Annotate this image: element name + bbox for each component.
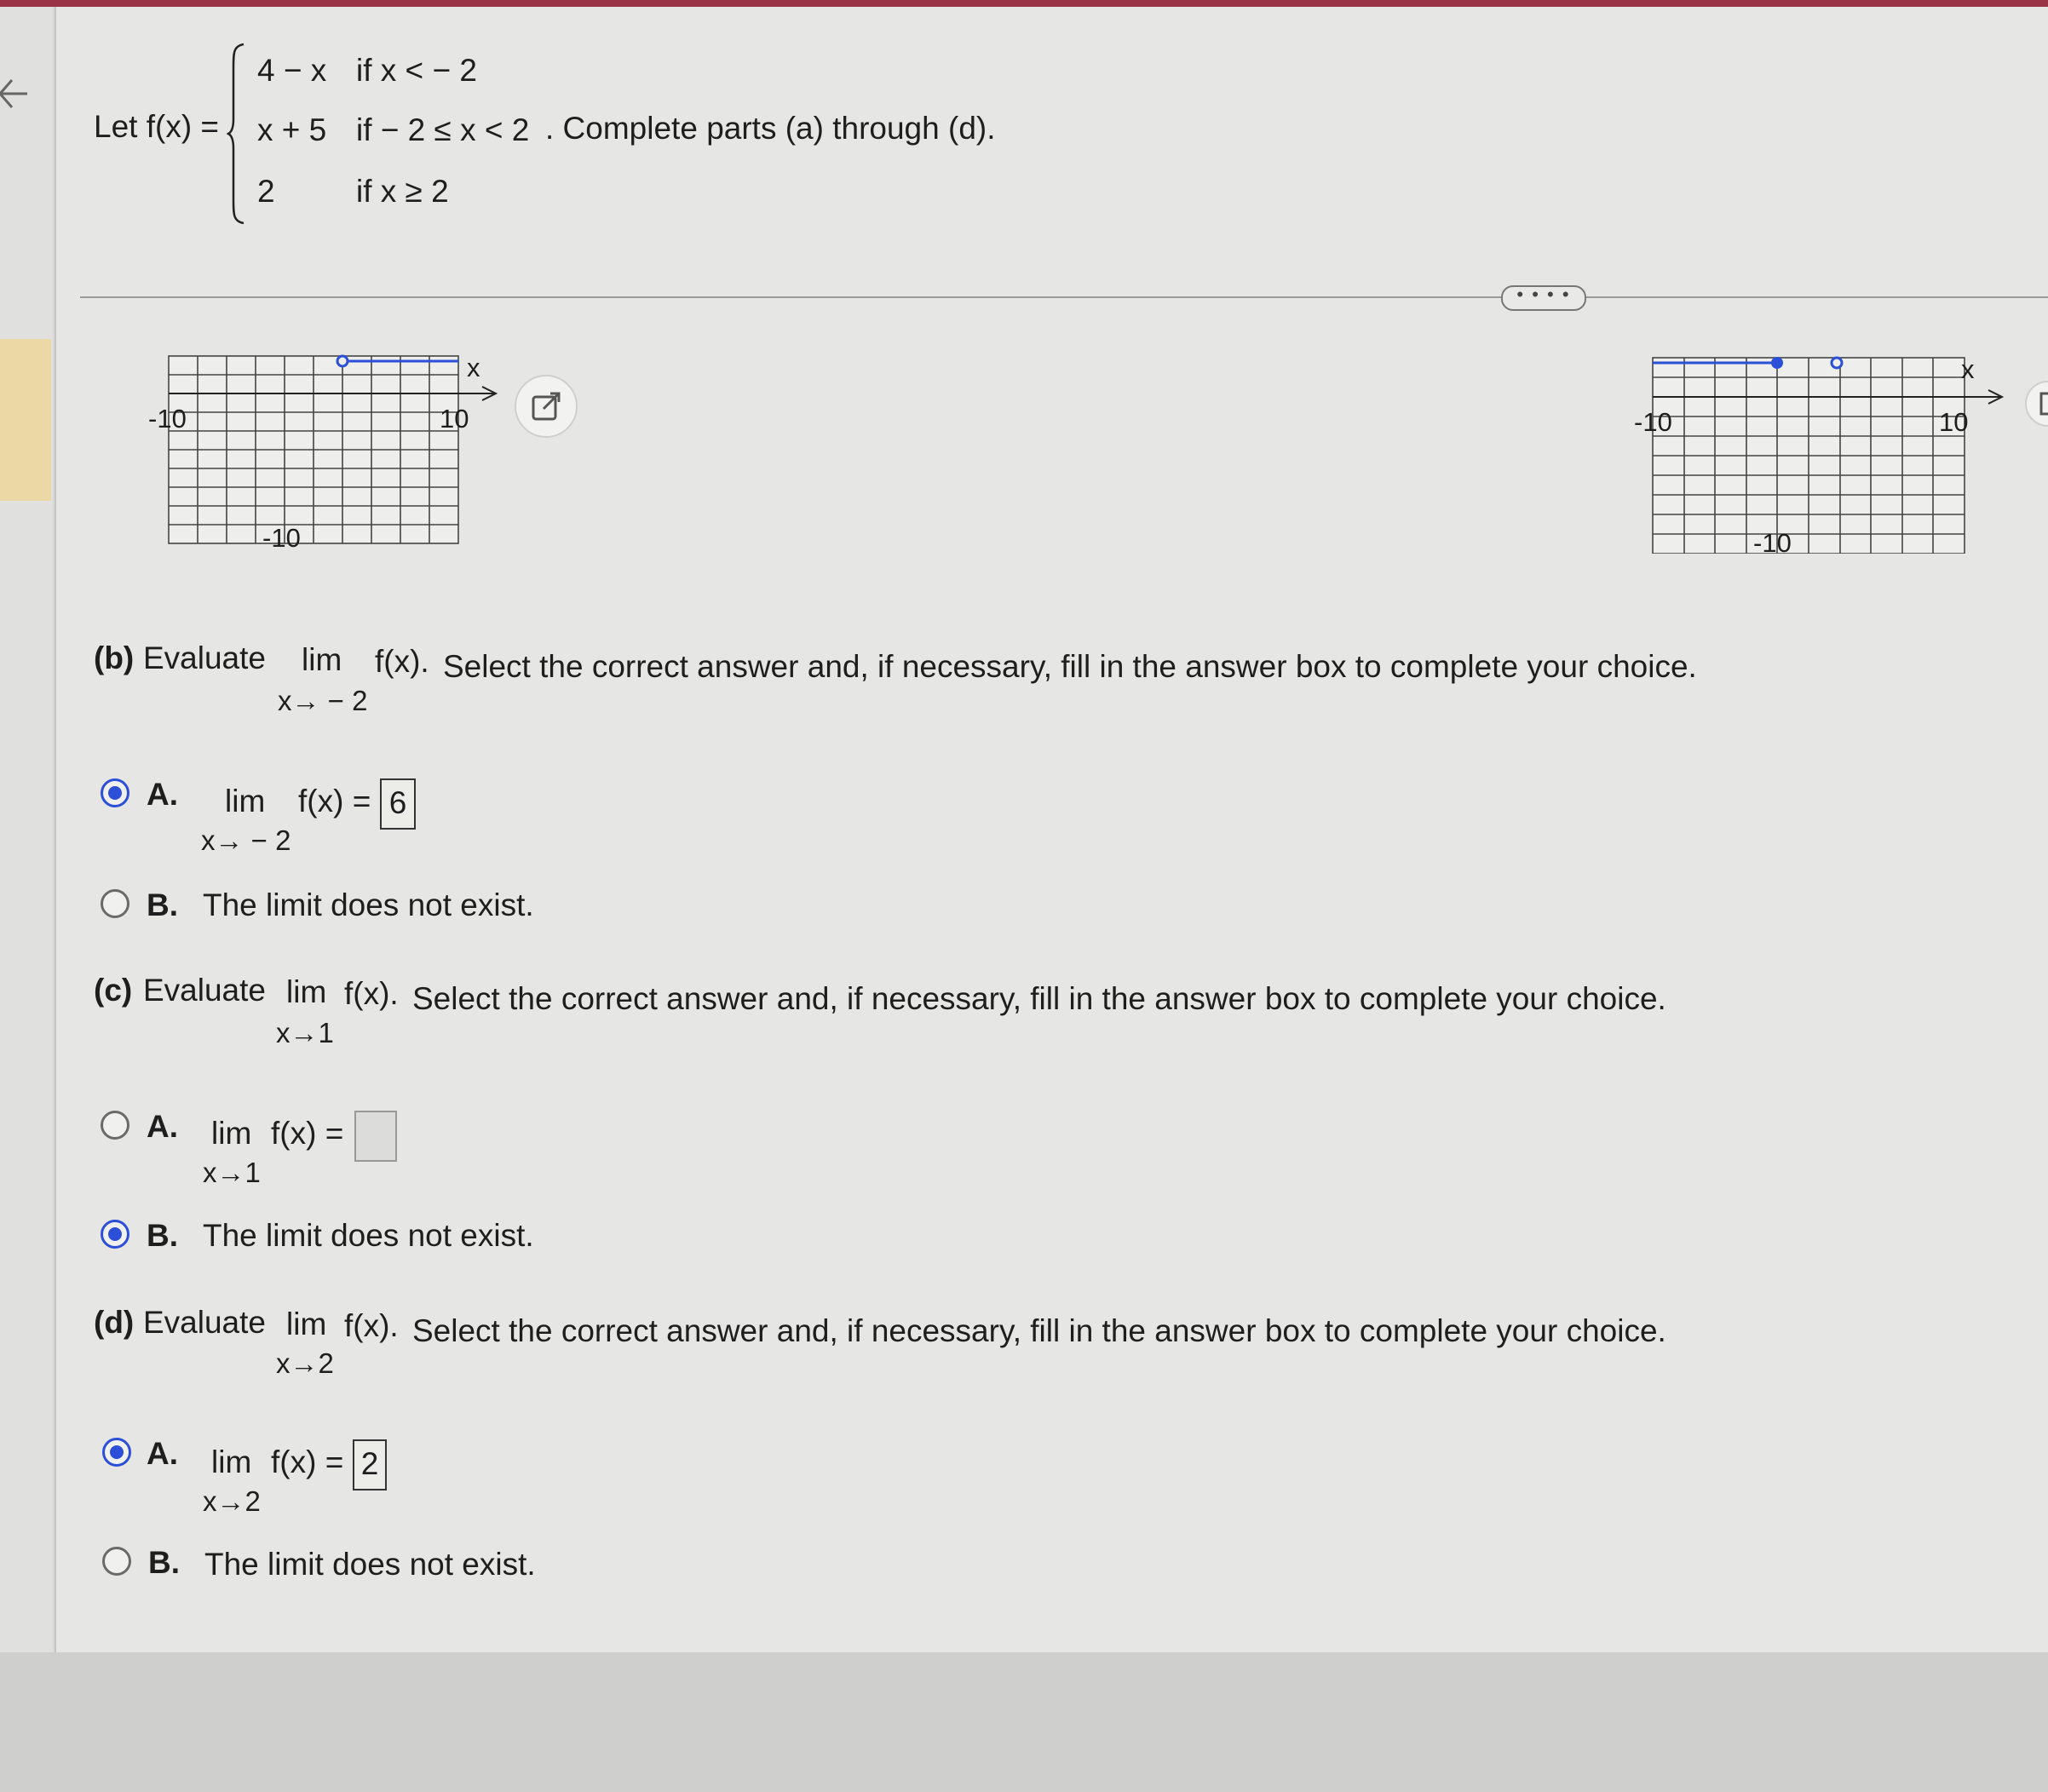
part-b-option-a-sub: x→ − 2 — [201, 824, 291, 856]
part-b-fx: f(x). — [375, 644, 429, 679]
part-c-option-a-sub: x→1 — [203, 1157, 261, 1188]
question-page — [55, 7, 2048, 1652]
part-d-option-a-fx: f(x) = — [271, 1445, 344, 1479]
piece-1-cond: if x < − 2 — [356, 53, 477, 88]
popout-button[interactable] — [515, 375, 578, 438]
problem-lead: Let f(x) = — [94, 109, 220, 144]
part-b-evaluate: Evaluate — [143, 640, 266, 675]
graph-left-min-label: -10 — [148, 404, 187, 434]
graph-right-bottom-label: -10 — [1753, 528, 1792, 558]
part-b-option-a-letter: A. — [147, 777, 178, 812]
graph-left-x-axis-label: x — [467, 353, 480, 382]
part-d-letter: (d) — [94, 1305, 135, 1340]
expand-more-button[interactable]: • • • • — [1501, 285, 1586, 311]
part-d-option-b-radio[interactable] — [102, 1547, 131, 1576]
piece-3-cond: if x ≥ 2 — [356, 174, 449, 209]
part-b-option-b-text: The limit does not exist. — [203, 887, 534, 922]
cut-off-icon[interactable] — [2022, 380, 2048, 428]
part-b-option-a-lim: lim — [225, 784, 266, 818]
part-d-option-a-letter: A. — [147, 1436, 178, 1471]
part-c-option-a-radio[interactable] — [101, 1111, 129, 1140]
part-c-evaluate: Evaluate — [143, 973, 266, 1008]
part-c-option-b-text: The limit does not exist. — [203, 1218, 534, 1253]
part-d-option-b-text: The limit does not exist. — [204, 1547, 536, 1582]
piece-1-expr: 4 − x — [257, 53, 327, 88]
graph-right-min-label: -10 — [1634, 407, 1672, 437]
graph-left-max-label: 10 — [440, 404, 469, 434]
graph-right-x-axis-label: x — [1961, 354, 1975, 384]
part-c-option-b-letter: B. — [147, 1218, 178, 1253]
part-b-letter: (b) — [94, 640, 135, 675]
part-c-letter: (c) — [94, 973, 133, 1008]
part-c-lim: lim — [286, 974, 327, 1009]
piece-2-cond: if − 2 ≤ x < 2 — [356, 112, 530, 147]
problem-tail: . Complete parts (a) through (d). — [545, 111, 996, 146]
part-b-option-b-radio[interactable] — [101, 889, 129, 918]
part-d-option-a-sub: x→2 — [203, 1485, 261, 1517]
part-c-option-a-fx: f(x) = — [271, 1116, 344, 1151]
part-c-option-a-letter: A. — [147, 1109, 178, 1144]
part-d-option-a-radio[interactable] — [102, 1438, 131, 1467]
left-panel — [0, 7, 53, 1792]
part-d-fx: f(x). — [344, 1308, 399, 1343]
part-d-option-b-letter: B. — [148, 1545, 180, 1580]
part-c-option-b-radio[interactable] — [101, 1220, 129, 1249]
page-footer-area — [0, 1652, 2048, 1792]
part-d-instruction: Select the correct answer and, if necessary, fill in the answer box to complete your choice. — [412, 1313, 1666, 1348]
part-d-lim: lim — [286, 1307, 327, 1341]
part-c-instruction: Select the correct answer and, if necessary, fill in the answer box to complete your choice. — [412, 981, 1666, 1016]
part-d-lim-sub: x→2 — [276, 1347, 334, 1379]
part-b-option-a-fx: f(x) = — [298, 784, 371, 818]
part-b-instruction: Select the correct answer and, if necessary, fill in the answer box to complete your choice. — [443, 649, 1697, 684]
part-c-option-a-lim: lim — [211, 1116, 252, 1151]
left-panel-highlight[interactable] — [0, 339, 51, 501]
part-d-answer-box[interactable]: 2 — [353, 1439, 387, 1490]
part-b-option-a-radio[interactable] — [101, 778, 129, 807]
piece-2-expr: x + 5 — [257, 112, 327, 147]
part-d-evaluate: Evaluate — [143, 1305, 266, 1340]
external-link-icon — [516, 376, 576, 436]
part-b-answer-box[interactable]: 6 — [380, 778, 416, 830]
piecewise-brace — [227, 43, 247, 225]
graph-right-max-label: 10 — [1939, 407, 1969, 437]
part-b-option-b-letter: B. — [147, 887, 178, 922]
graph-left-bottom-label: -10 — [262, 523, 301, 553]
part-c-fx: f(x). — [344, 976, 399, 1011]
part-c-lim-sub: x→1 — [276, 1017, 334, 1048]
piece-3-expr: 2 — [257, 174, 275, 209]
part-d-option-a-lim: lim — [211, 1445, 252, 1479]
part-b-lim: lim — [302, 642, 342, 677]
graph-right[interactable] — [1644, 349, 2011, 554]
back-arrow-icon[interactable] — [0, 68, 34, 119]
top-accent-bar — [0, 0, 2048, 7]
section-divider — [80, 296, 2048, 298]
graph-left[interactable] — [145, 347, 511, 552]
part-c-answer-box[interactable] — [354, 1111, 397, 1162]
part-b-lim-sub: x→ − 2 — [278, 685, 368, 716]
